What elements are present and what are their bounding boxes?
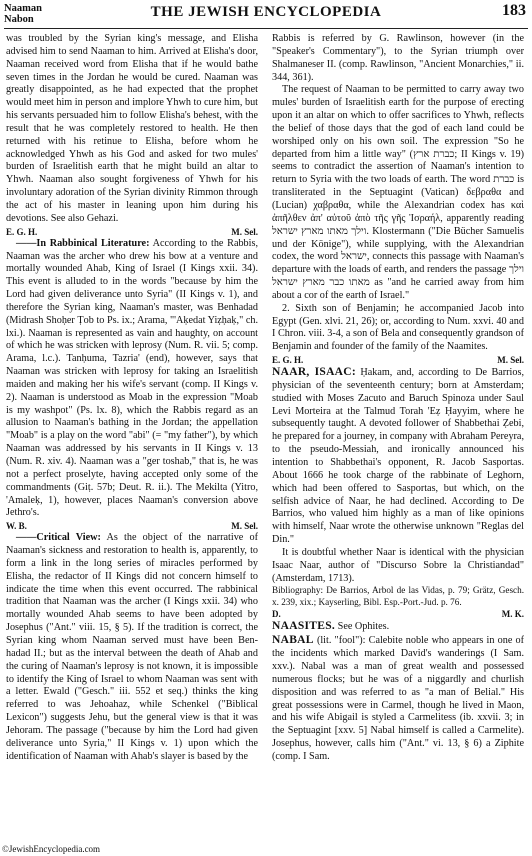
- entry-heading-naar: NAAR, ISAAC:: [272, 366, 357, 379]
- section-heading-rabbinical: ——In Rabbinical Literature:: [16, 237, 150, 249]
- signature-initials: E. G. H.: [272, 355, 304, 366]
- entry-heading-naasites: NAASITES.: [272, 620, 336, 633]
- rabbinical-text: According to the Rabbis, Naaman was the archer who drew his bow at a venture and mortally wounded Ahab, King of Israel (I Kings xxii. 34). This event is alluded to in the words "because by him the Lord had given deliverance unto Syria" (II Kings v. 1), and therefore the Syrian king, Naaman's master, was Benhadad (Midrash Shoḥer Ṭob to Ps. ix.; Arama, "'Aḳedat Yiẓḥaḳ," ch. lxi.). Naaman is represented as vain and haughty, on account of which he was stricken with leprosy (Num. R. vii. 5; comp. Arama, l.c.). Tanḥuma, Tazria' (end), however, says that Naaman was stricken with leprosy for taking an Israelitish maiden and making her his wife's servant (comp. II Kings v. 2). Naaman is understood as Moab in the expression "Moab is my washpot" (Ps. lx. 8), which the Rabbis regard as an allusion to Naaman's bathing in the Jordan; the appellation "Moab" is a play on the word "abi" (= "my father"), by which Naaman was addressed by his servants in II Kings v. 13 (Num. R. xiv. 4). Naaman was a "ger toshab," that is, he was not a perfect proselyte, having accepted only some of the commandments (Giṭ. 57b; Deut. R. ii.). The Mekilta (Yitro, 'Amaleḳ, 1), however, places Naaman's conversion above Jethro's.: [6, 237, 258, 519]
- signature-1: [6, 226, 258, 238]
- signature-initials: D.: [272, 609, 281, 620]
- naaman-narrative: was troubled by the Syrian king's message, and Elisha advised him to send Naaman to him. Arrived at Elisha's door, Naaman received word from Elisha that if he would bathe seven times in the Jordan he would be cured. Naaman was greatly disappointed, as he had expected that the prophet would meet him in person and implore Yhwh to cure him, but his servants persuaded him to follow Elisha's behest, with the result that he was completely restored to health. He then returned with his retinue to Elisha, before whom he acknowledged Yhwh as his God and asked for two mules' burden of Israelitish earth that he might build an altar to Yhwh. Naaman also sought forgiveness of Yhwh for his involuntary adoration of the Syrian divinity Rimmon through the act of his master in leaning upon him during his devotions. See also Gehazi.: [6, 33, 258, 224]
- page-number: 183: [502, 2, 526, 19]
- signature-initials: E. G. H.: [6, 226, 38, 237]
- critical-section: [6, 532, 258, 763]
- entry-naar-isaac: [272, 366, 524, 547]
- bibliography: Bibliography: De Barrios, Arbol de las Vidas, p. 79; Grätz, Gesch. x. 239, xix.; Kayserling, Bibl. Esp.-Port.-Jud. p. 76.: [272, 585, 524, 607]
- earth-request-paragraph: The request of Naaman to be permitted to carry away two mules' burden of Israelitish earth for the purpose of erecting upon it an altar on which to offer sacrifices to Yhwh, reflects the belief of those days that the god of each land could be worshiped only on his own soil. The expression "So he departed from him a little way" (כברת ארץ; II Kings v. 19) seems to contradict the assertion of Naaman's intention to return to Syria with the two loads of earth. The word כברת is transliterated in the Septuagint (Vatican) δεβραθα and (Lucian) χαβραθα, while the Alexandrian codex has καὶ ἀπῆλθεν ἀπ' αὐτοῦ ἀπὸ τῆς γῆς Ἰσραήλ, apparently reading וילך מאתו מארץ ישראל. Klostermann ("Die Bücher Samuelis und der Könige"), while supplying, with the Alexandrian codex, the word ישראל, connects this passage with Naaman's departure with the loads of earth, and renders the passage וילך מאתו כבר מארץ ישראל as "and he carried away from him about a cor of the earth of Israel.": [272, 84, 524, 301]
- section-heading-critical: ——Critical View:: [16, 532, 101, 544]
- running-head-top: Naaman: [4, 3, 42, 14]
- signature-2: [6, 520, 258, 532]
- publication-title: THE JEWISH ENCYCLOPEDIA: [150, 4, 382, 20]
- rabbinical-section: [6, 238, 258, 521]
- entry-heading-nabal: NABAL: [272, 634, 314, 647]
- right-column: [272, 33, 524, 837]
- signature-author: M. Sel.: [497, 355, 524, 366]
- son-of-benjamin-paragraph: 2. Sixth son of Benjamin; he accompanied Jacob into Egypt (Gen. xlvi. 21, 26); or, according to Num. xxvi. 40 and I Chron. viii. 3-4, a son of Bela and consequently grandson of Benjamin and founder of the family of the Naamites.: [272, 302, 524, 353]
- naasites-crossref: See Ophites.: [337, 621, 390, 633]
- entry-nabal: [272, 634, 524, 763]
- copyright-watermark: ©JewishEncyclopedia.com: [2, 844, 101, 854]
- signature-author: M. K.: [501, 609, 524, 620]
- naar-identity-paragraph: It is doubtful whether Naar is identical with the physician Isaac Naar, author of "Discurso Sobre la Christiandad" (Amsterdam, 1713).: [272, 546, 524, 584]
- running-head-bottom: Nabon: [4, 14, 34, 25]
- entry-naasites: [272, 620, 524, 634]
- signature-initials: W. B.: [6, 521, 27, 532]
- page-header: [4, 2, 528, 29]
- signature-author: M. Sel.: [231, 521, 258, 532]
- continuation-paragraph: Rabbis is referred by G. Rawlinson, however (in the "Speaker's Commentary"), to the Syrian triumph over Shalmaneser II. (comp. Rawlinson, "Ancient Monarchies," ii. 344, 361).: [272, 33, 524, 83]
- critical-text: As the object of the narrative of Naaman's sickness and restoration to health is, apparently, to form a link in the long series of miracles performed by Elisha, the redactor of II Kings did not concern himself to indicate the time when this event occurred. The rabbinical tradition that Naaman was the archer (I Kings xxii. 34) who mortally wounded Ahab seems to have been adopted by Josephus ("Ant." viii. 15, § 5). If the tradition is correct, the Syrian king whom Naaman served must have been Ben-hadad II.; but as the interval between the death of Ahab and the curing of Naaman's leprosy is not known, it is impossible to identify the King of Israel to whom Naaman was sent with a letter. Ewald ("Gesch." iii. 552 et seq.) thinks the king referred to was Jehoahaz, while Schenkel ("Biblical Lexicon") suggests Jehu, but the general view is that it was Jehoram. The passage ("because by him the Lord had given deliverance unto Syria," II Kings v. 1) upon which the identification of Naaman with Ahab's slayer is based by the: [6, 532, 258, 762]
- nabal-text: (lit. "fool"): Calebite noble who appears in one of the incidents which marked David's wanderings (I Sam. xxv.). Nabal was a man of great wealth and possessed numerous flocks; but he was of a niggardly and churlish disposition and was referred to as "a man of Belial." His great possessions were in Carmel, though he lived in Maon, and his wife Abigail is styled a Carmelitess (ib. xxvii. 3; in the Septuagint [xxv. 5] Nabal himself is called a Carmelite). Josephus, however, calls him ("Ant." vi. 13, § 6) a Ziphite (comp. I Sam.: [272, 635, 524, 762]
- left-column: [6, 33, 258, 837]
- signature-4: [272, 608, 524, 620]
- signature-author: M. Sel.: [231, 226, 258, 237]
- naar-text: Ḥakam, and, according to De Barrios, physician of the seventeenth century; born at Amsterdam; studied with Moses Zacuto and Baruch Spinoza under Saul Levi Morteira at the Talmud Torah 'Eẓ Ḥayyim, where he subsequently taught. A devoted follower of Shabbethai Ẓebi, he prepared for a journey, in company with Abraham Pereyra, to the pseudo-Messiah, and ironically announced his intention to Shabbethai's opponent, R. Jacob Sasportas. About 1666 he took charge of the rabbinate of Leghorn, which had been offered to Sasportas, but which, on the selfish advice of Naar, he had declined. According to De Barrios, who valued him highly as a man of like opinions with himself, Naar wrote the otherwise unknown "Reglas del Din.": [272, 367, 524, 546]
- signature-3: [272, 354, 524, 366]
